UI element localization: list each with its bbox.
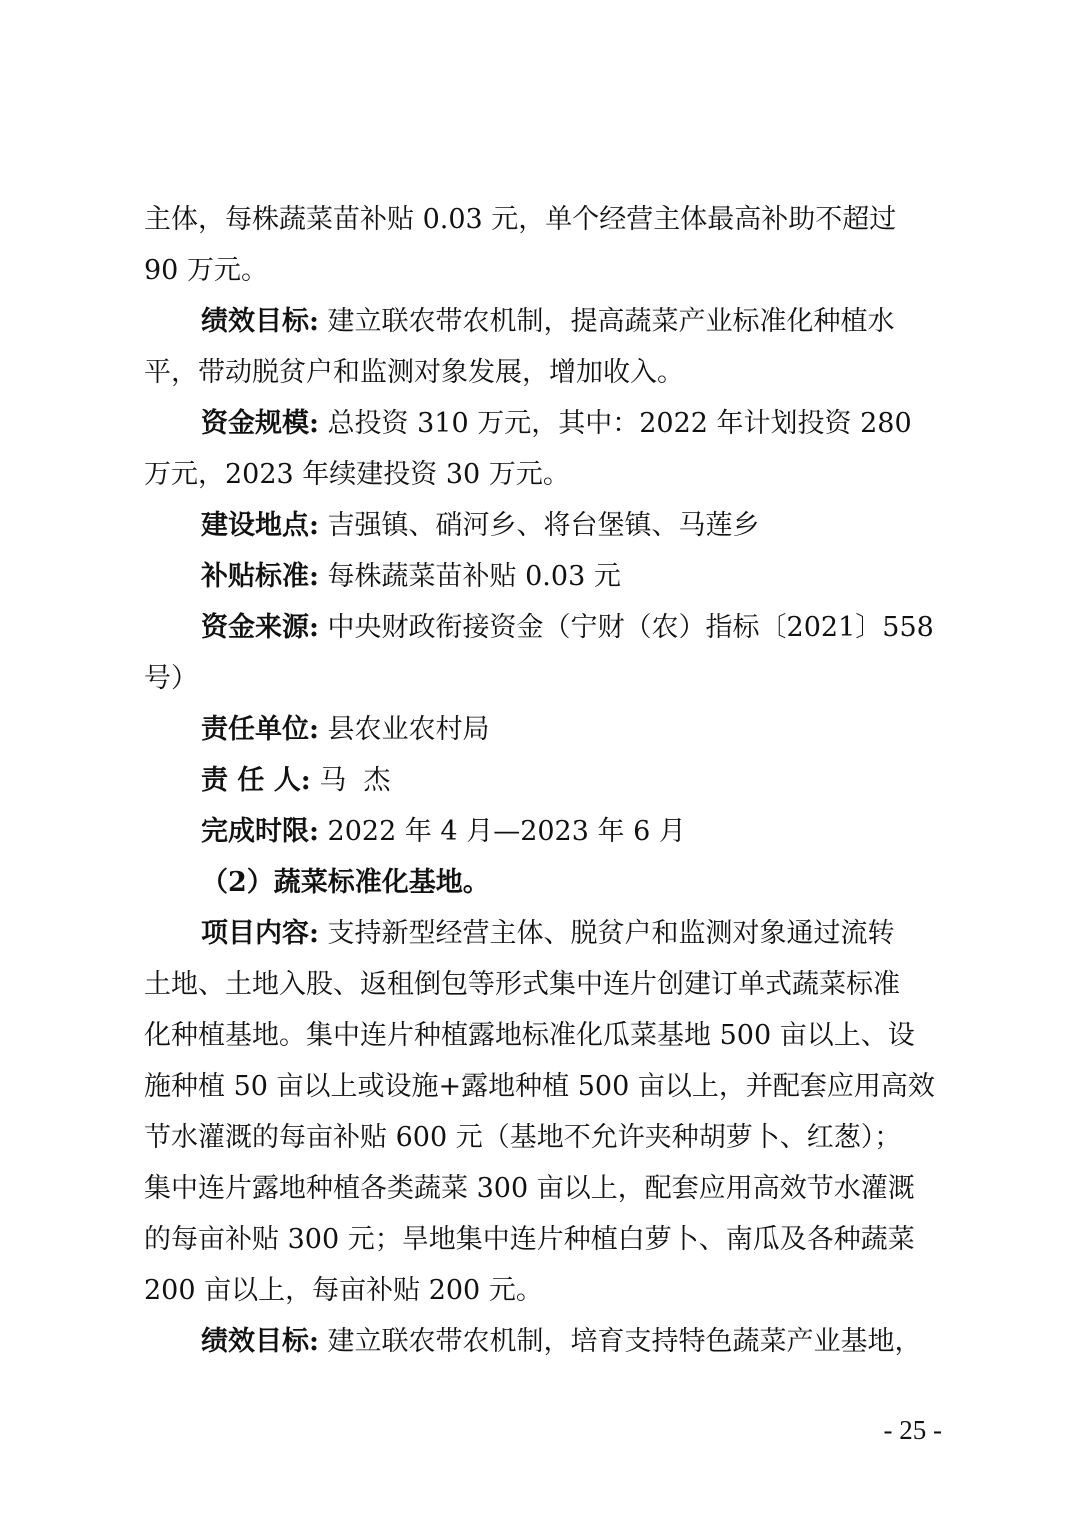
field-label: 绩效目标: xyxy=(201,306,319,337)
text-line: 施种植 50 亩以上或设施+露地种植 500 亩以上，并配套应用高效 xyxy=(144,1071,935,1102)
text-line: 资金来源: 中央财政衔接资金（宁财（农）指标〔2021〕558 xyxy=(201,612,934,643)
text-line: 的每亩补贴 300 元；旱地集中连片种植白萝卜、南瓜及各种蔬菜 xyxy=(144,1224,915,1255)
field-label: 完成时限: xyxy=(201,816,319,847)
text-line: 节水灌溉的每亩补贴 600 元（基地不允许夹种胡萝卜、红葱）； xyxy=(144,1122,902,1153)
text-line: 万元，2023 年续建投资 30 万元。 xyxy=(144,459,570,490)
text-line: 集中连片露地种植各类蔬菜 300 亩以上，配套应用高效节水灌溉 xyxy=(144,1173,915,1204)
text-line: 土地、土地入股、返租倒包等形式集中连片创建订单式蔬菜标准 xyxy=(144,969,900,1000)
text-line: 完成时限: 2022 年 4 月—2023 年 6 月 xyxy=(201,816,686,847)
text-line: 号） xyxy=(144,663,198,694)
text-line: 绩效目标: 建立联农带农机制，培育支持特色蔬菜产业基地， xyxy=(201,1326,922,1357)
field-label: 建设地点: xyxy=(201,510,319,541)
field-label: 责 任 人: xyxy=(201,765,311,796)
text-line: 绩效目标: 建立联农带农机制，提高蔬菜产业标准化种植水 xyxy=(201,306,895,337)
field-label: 项目内容: xyxy=(201,918,319,949)
field-label: 资金来源: xyxy=(201,612,319,643)
text-line: 项目内容: 支持新型经营主体、脱贫户和监测对象通过流转 xyxy=(201,918,895,949)
text-line: 主体，每株蔬菜苗补贴 0.03 元，单个经营主体最高补助不超过 xyxy=(144,204,897,235)
text-line: 资金规模: 总投资 310 万元，其中：2022 年计划投资 280 xyxy=(201,408,912,439)
page-number: - 25 - xyxy=(883,1415,942,1445)
section-heading xyxy=(144,857,944,908)
text-line: 化种植基地。集中连片种植露地标准化瓜菜基地 500 亩以上、设 xyxy=(144,1020,915,1051)
text-line: 平，带动脱贫户和监测对象发展，增加收入。 xyxy=(144,357,684,388)
text-line: 200 亩以上，每亩补贴 200 元。 xyxy=(144,1275,543,1306)
text-line: 建设地点: 吉强镇、硝河乡、将台堡镇、马莲乡 xyxy=(201,510,760,541)
text-line: 责 任 人: 马 杰 xyxy=(201,765,391,796)
body-text xyxy=(144,194,944,1367)
text-line: 90 万元。 xyxy=(144,255,268,286)
field-label: 资金规模: xyxy=(201,408,319,439)
field-label: 责任单位: xyxy=(201,714,319,745)
section-heading-text: （2）蔬菜标准化基地。 xyxy=(201,867,490,898)
field-label: 补贴标准: xyxy=(201,561,319,592)
text-line: 补贴标准: 每株蔬菜苗补贴 0.03 元 xyxy=(201,561,621,592)
field-label: 绩效目标: xyxy=(201,1326,319,1357)
text-line: 责任单位: 县农业农村局 xyxy=(201,714,490,745)
